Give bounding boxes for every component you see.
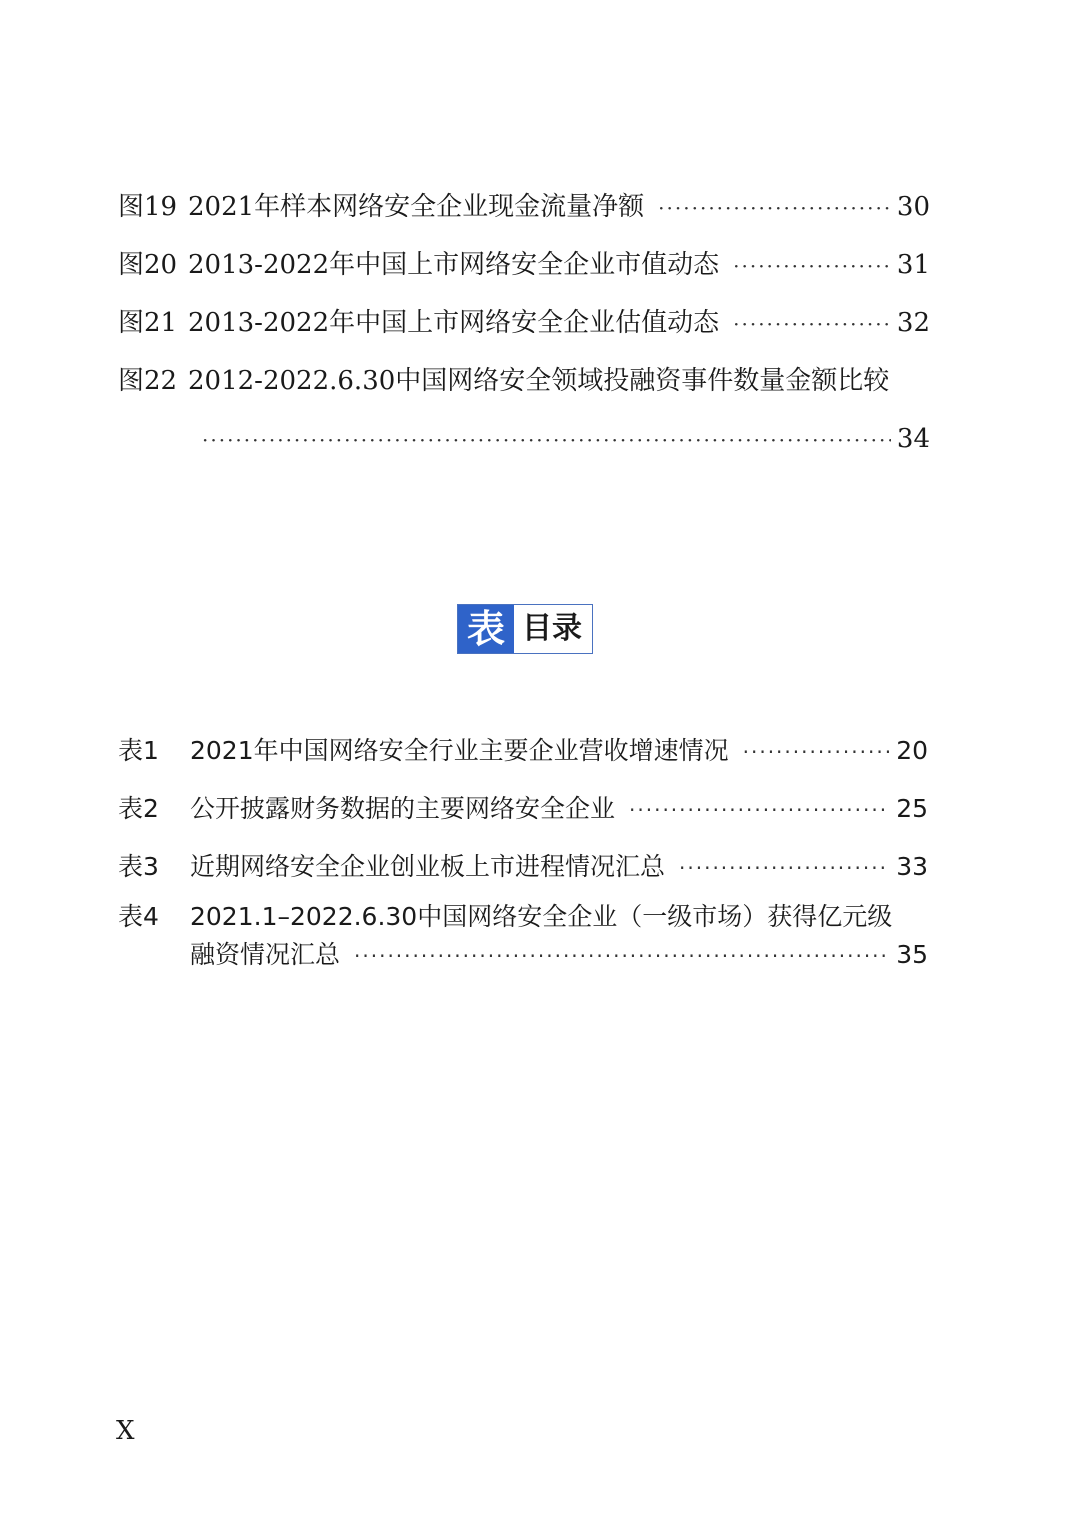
page-ref: 32 [896,308,930,338]
toc-entry-line [118,936,928,975]
toc-entry-line [118,898,928,936]
dot-leader [354,937,890,975]
dot-leader [733,237,891,295]
figure-label: 图21 [118,308,178,338]
toc-entry-table-1[interactable] [118,722,928,780]
toc-entry-figure-22[interactable] [118,352,930,468]
dot-leader [629,781,890,839]
figure-title: 2021年样本网络安全企业现金流量净额 [188,192,645,222]
dot-leader [743,723,891,781]
page-number: X [116,1416,135,1446]
page-ref: 33 [896,852,928,881]
heading-text: 目录 [514,605,592,653]
toc-entry-figure-20[interactable] [118,236,930,294]
table-label: 表1 [118,736,159,765]
table-title-continued: 融资情况汇总 [190,940,341,969]
page-ref: 34 [896,424,930,454]
table-list-heading [457,604,593,654]
table-title: 近期网络安全企业创业板上市进程情况汇总 [190,852,666,881]
heading-highlight: 表 [458,605,514,653]
toc-entry-table-2[interactable] [118,780,928,838]
table-title: 2021年中国网络安全行业主要企业营收增速情况 [190,736,729,765]
dot-leader [733,295,891,353]
table-label: 表4 [118,902,159,931]
figure-label: 图20 [118,250,178,280]
figure-title: 2013-2022年中国上市网络安全企业估值动态 [188,308,720,338]
figure-title: 2012-2022.6.30中国网络安全领域投融资事件数量金额比较 [188,366,890,396]
dot-leader [202,411,891,469]
toc-entry-line [118,352,930,410]
page-ref: 25 [896,794,928,823]
toc-entry-figure-21[interactable] [118,294,930,352]
toc-entry-table-3[interactable] [118,838,928,896]
page-ref: 20 [896,736,928,765]
page-ref: 35 [896,940,928,969]
figure-label: 图19 [118,192,178,222]
page-ref: 30 [896,192,930,222]
figure-label: 图22 [118,366,178,396]
toc-entry-line [118,410,930,468]
dot-leader [679,839,890,897]
figure-list [118,178,930,468]
toc-entry-figure-19[interactable] [118,178,930,236]
toc-entry-table-4[interactable] [118,898,928,975]
table-label: 表3 [118,852,159,881]
page-ref: 31 [896,250,930,280]
table-title: 公开披露财务数据的主要网络安全企业 [190,794,616,823]
table-title: 2021.1–2022.6.30中国网络安全企业（一级市场）获得亿元级 [190,902,893,931]
table-list [118,722,928,975]
figure-title: 2013-2022年中国上市网络安全企业市值动态 [188,250,720,280]
dot-leader [658,179,891,237]
table-label: 表2 [118,794,159,823]
